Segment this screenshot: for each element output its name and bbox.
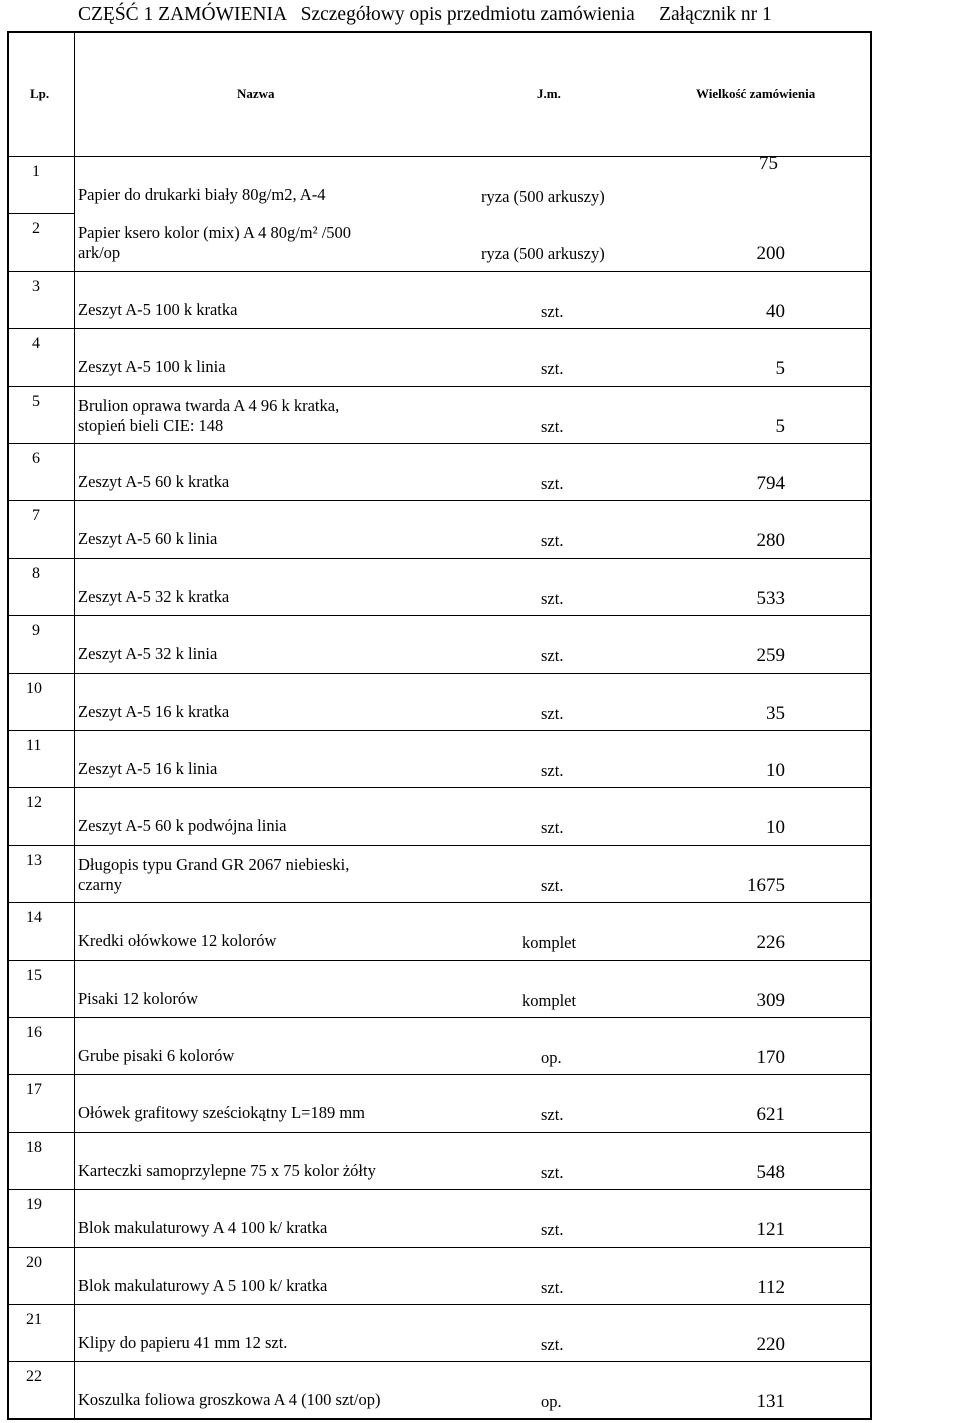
cell-quantity: 1675 bbox=[747, 874, 785, 896]
cell-lp: 18 bbox=[26, 1138, 42, 1156]
cell-name: Papier do drukarki biały 80g/m2, A-4 bbox=[78, 185, 326, 204]
document-title: CZĘŚĆ 1 ZAMÓWIENIA Szczegółowy opis przedmiotu zamówienia Załącznik nr 1 bbox=[78, 4, 772, 25]
cell-name: Koszulka foliowa groszkowa A 4 (100 szt/op) bbox=[78, 1390, 381, 1410]
cell-unit: szt. bbox=[541, 875, 564, 895]
cell-unit: szt. bbox=[541, 416, 564, 436]
row-divider bbox=[9, 1247, 870, 1248]
cell-unit: szt. bbox=[541, 1220, 564, 1240]
cell-name: Grube pisaki 6 kolorów bbox=[78, 1046, 235, 1065]
cell-quantity: 35 bbox=[766, 702, 785, 724]
cell-quantity: 220 bbox=[756, 1334, 785, 1355]
cell-unit: komplet bbox=[522, 933, 577, 953]
cell-name: Kredki ołówkowe 12 kolorów bbox=[78, 931, 277, 951]
cell-quantity: 131 bbox=[756, 1391, 785, 1413]
cell-quantity: 533 bbox=[756, 587, 785, 609]
cell-unit: szt. bbox=[541, 703, 564, 723]
cell-name: Brulion oprawa twarda A 4 96 k kratka, stopień bieli CIE: 148 bbox=[78, 395, 340, 435]
cell-name: Pisaki 12 kolorów bbox=[78, 988, 199, 1008]
cell-lp: 19 bbox=[26, 1196, 42, 1214]
cell-name: Zeszyt A-5 60 k kratka bbox=[78, 472, 230, 491]
cell-name: Długopis typu Grand GR 2067 niebieski, czarny bbox=[78, 854, 350, 894]
cell-lp: 15 bbox=[26, 966, 42, 984]
row-divider bbox=[9, 730, 870, 731]
header-wielkosc: Wielkość zamówienia bbox=[696, 86, 816, 101]
cell-quantity: 10 bbox=[766, 817, 785, 839]
cell-lp: 11 bbox=[26, 737, 42, 754]
cell-lp: 3 bbox=[32, 277, 40, 295]
cell-lp: 4 bbox=[32, 335, 40, 353]
cell-name: Zeszyt A-5 60 k linia bbox=[78, 529, 218, 549]
cell-name: Ołówek grafitowy sześciokątny L=189 mm bbox=[78, 1103, 365, 1123]
cell-quantity: 280 bbox=[756, 530, 785, 552]
header-jm: J.m. bbox=[537, 86, 561, 101]
cell-lp: 21 bbox=[26, 1311, 42, 1328]
cell-quantity: 309 bbox=[756, 989, 785, 1011]
cell-unit: szt. bbox=[541, 1162, 564, 1182]
cell-unit: szt. bbox=[541, 761, 564, 780]
cell-quantity: 112 bbox=[757, 1276, 785, 1298]
cell-name: Zeszyt A-5 60 k podwójna linia bbox=[78, 816, 287, 836]
cell-quantity: 75 bbox=[759, 153, 778, 174]
cell-unit: szt. bbox=[541, 646, 564, 666]
cell-lp: 17 bbox=[26, 1081, 42, 1099]
cell-name: Zeszyt A-5 100 k kratka bbox=[78, 299, 238, 319]
cell-lp: 16 bbox=[26, 1024, 42, 1041]
row-divider bbox=[9, 615, 870, 616]
cell-quantity: 121 bbox=[756, 1219, 785, 1241]
row-divider bbox=[9, 1074, 870, 1075]
cell-lp: 6 bbox=[32, 450, 40, 467]
row-divider bbox=[9, 1189, 870, 1190]
row-divider bbox=[9, 845, 870, 846]
cell-unit: szt. bbox=[541, 1335, 564, 1354]
cell-lp: 1 bbox=[32, 163, 40, 180]
header-divider bbox=[9, 156, 870, 157]
cell-lp: 7 bbox=[32, 507, 40, 525]
row-divider bbox=[9, 1132, 870, 1133]
cell-unit: op. bbox=[541, 1048, 562, 1067]
row-divider bbox=[9, 328, 870, 329]
cell-lp: 5 bbox=[32, 392, 40, 410]
cell-name: Zeszyt A-5 32 k linia bbox=[78, 644, 218, 664]
order-table bbox=[7, 31, 872, 1420]
cell-lp: 8 bbox=[32, 564, 40, 582]
cell-lp: 20 bbox=[26, 1253, 42, 1271]
cell-unit: komplet bbox=[522, 990, 577, 1010]
cell-unit: szt. bbox=[541, 531, 564, 551]
cell-name: Zeszyt A-5 100 k linia bbox=[78, 357, 226, 377]
cell-quantity: 40 bbox=[766, 300, 785, 322]
header-lp: Lp. bbox=[30, 86, 50, 101]
column-divider bbox=[74, 33, 75, 1418]
row-divider bbox=[9, 673, 870, 674]
cell-unit: ryza (500 arkuszy) bbox=[481, 244, 605, 264]
cell-name: Karteczki samoprzylepne 75 x 75 kolor żółty bbox=[78, 1160, 376, 1180]
cell-unit: szt. bbox=[541, 474, 564, 493]
cell-name: Zeszyt A-5 16 k kratka bbox=[78, 701, 230, 721]
cell-name: Blok makulaturowy A 4 100 k/ kratka bbox=[78, 1218, 328, 1238]
cell-quantity: 5 bbox=[775, 358, 785, 380]
cell-name: Blok makulaturowy A 5 100 k/ kratka bbox=[78, 1275, 328, 1295]
row-divider bbox=[9, 960, 870, 961]
cell-quantity: 621 bbox=[756, 1104, 785, 1126]
cell-lp: 14 bbox=[26, 909, 42, 927]
cell-unit: ryza (500 arkuszy) bbox=[481, 187, 605, 206]
cell-quantity: 200 bbox=[756, 243, 785, 265]
row-divider bbox=[9, 213, 74, 214]
row-divider bbox=[9, 271, 870, 272]
cell-unit: op. bbox=[541, 1392, 562, 1412]
row-divider bbox=[9, 1304, 870, 1305]
row-divider bbox=[9, 902, 870, 903]
cell-lp: 10 bbox=[26, 679, 42, 697]
row-divider bbox=[9, 500, 870, 501]
row-divider bbox=[9, 443, 870, 444]
cell-lp: 9 bbox=[32, 622, 40, 640]
cell-quantity: 170 bbox=[756, 1047, 785, 1068]
row-divider bbox=[9, 787, 870, 788]
cell-unit: szt. bbox=[541, 588, 564, 608]
cell-lp: 12 bbox=[26, 794, 42, 812]
row-divider bbox=[9, 386, 870, 387]
cell-quantity: 226 bbox=[756, 932, 785, 954]
row-divider bbox=[9, 1361, 870, 1362]
cell-name: Klipy do papieru 41 mm 12 szt. bbox=[78, 1333, 288, 1352]
cell-lp: 2 bbox=[32, 220, 40, 238]
cell-name: Papier ksero kolor (mix) A 4 80g/m² /500 ark/op bbox=[78, 223, 352, 263]
cell-unit: szt. bbox=[541, 818, 564, 838]
cell-quantity: 10 bbox=[766, 760, 785, 781]
cell-quantity: 259 bbox=[756, 645, 785, 667]
cell-unit: szt. bbox=[541, 301, 564, 321]
cell-name: Zeszyt A-5 32 k kratka bbox=[78, 586, 230, 606]
row-divider bbox=[9, 558, 870, 559]
cell-lp: 22 bbox=[26, 1368, 42, 1386]
cell-lp: 13 bbox=[26, 851, 42, 869]
header-nazwa: Nazwa bbox=[237, 86, 275, 101]
cell-unit: szt. bbox=[541, 359, 564, 379]
cell-name: Zeszyt A-5 16 k linia bbox=[78, 759, 218, 778]
cell-unit: szt. bbox=[541, 1277, 564, 1297]
cell-quantity: 548 bbox=[756, 1161, 785, 1183]
cell-quantity: 794 bbox=[756, 473, 785, 494]
cell-unit: szt. bbox=[541, 1105, 564, 1125]
row-divider bbox=[9, 1017, 870, 1018]
cell-quantity: 5 bbox=[775, 415, 785, 437]
